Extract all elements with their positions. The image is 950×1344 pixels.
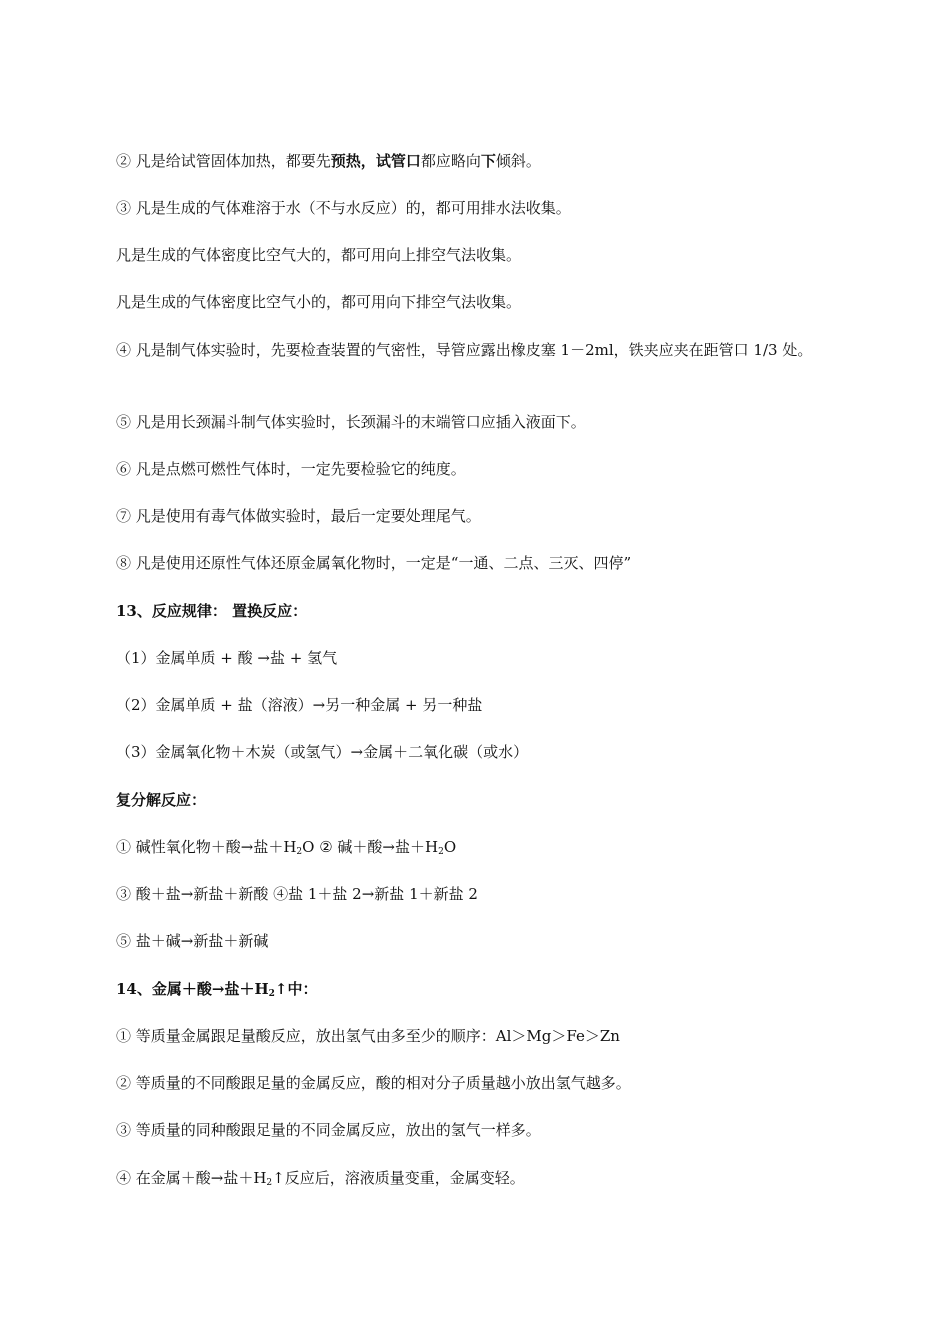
double-decomposition-rule-5: ⑤ 盐＋碱→新盐＋新碱 (116, 932, 269, 950)
rule-2-heating-solids: ② 凡是给试管固体加热，都要先预热，试管口都应略向下倾斜。 (116, 152, 541, 170)
rule-3-water-collection: ③ 凡是生成的气体难溶于水（不与水反应）的，都可用排水法收集。 (116, 199, 571, 217)
section-14-heading: 14、金属＋酸→盐$+H_2↑$中： (116, 980, 318, 999)
rule-7-tail-gas: ⑦ 凡是使用有毒气体做实验时，最后一定要处理尾气。 (116, 507, 481, 525)
rule-3-downward-air: 凡是生成的气体密度比空气小的，都可用向下排空气法收集。 (116, 293, 522, 311)
double-decomposition-heading: 复分解反应： (116, 791, 207, 809)
rule-4-airtightness: ④ 凡是制气体实验时，先要检查装置的气密性，导管应露出橡皮塞 1－2ml，铁夹应夹在距管口 1/3 处。 (116, 341, 813, 359)
rule-5-funnel: ⑤ 凡是用长颈漏斗制气体实验时，长颈漏斗的末端管口应插入液面下。 (116, 413, 586, 431)
replacement-rule-1: （1）金属单质 + 酸 →盐 + 氢气 (116, 649, 338, 667)
rule-3-upward-air: 凡是生成的气体密度比空气大的，都可用向上排空气法收集。 (116, 246, 522, 264)
metal-acid-rule-1: ① 等质量金属跟足量酸反应，放出氢气由多至少的顺序：Al＞Mg＞Fe＞Zn (116, 1027, 620, 1045)
metal-acid-rule-2: ② 等质量的不同酸跟足量的金属反应，酸的相对分子质量越小放出氢气越多。 (116, 1074, 631, 1092)
rule-6-purity: ⑥ 凡是点燃可燃性气体时，一定先要检验它的纯度。 (116, 460, 466, 478)
rule-8-reduction: ⑧ 凡是使用还原性气体还原金属氧化物时，一定是“一通、二点、三灭、四停” (116, 554, 632, 572)
section-13-heading: 13、反应规律： 置换反应： (116, 602, 308, 620)
replacement-rule-2: （2）金属单质 + 盐（溶液）→另一种金属 + 另一种盐 (116, 696, 483, 714)
replacement-rule-3: （3）金属氧化物＋木炭（或氢气）→金属＋二氧化碳（或水） (116, 743, 529, 761)
metal-acid-rule-4: ④ 在金属＋酸→盐$+H_2↑$反应后，溶液质量变重，金属变轻。 (116, 1169, 525, 1188)
double-decomposition-rule-3-4: ③ 酸＋盐→新盐＋新酸 ④盐 1＋盐 2→新盐 1＋新盐 2 (116, 885, 478, 903)
metal-acid-rule-3: ③ 等质量的同种酸跟足量的不同金属反应，放出的氢气一样多。 (116, 1121, 541, 1139)
double-decomposition-rule-1-2: ① 碱性氧化物＋酸→盐$+H_2O$ ② 碱＋酸→盐$+H_2O$ (116, 838, 457, 857)
